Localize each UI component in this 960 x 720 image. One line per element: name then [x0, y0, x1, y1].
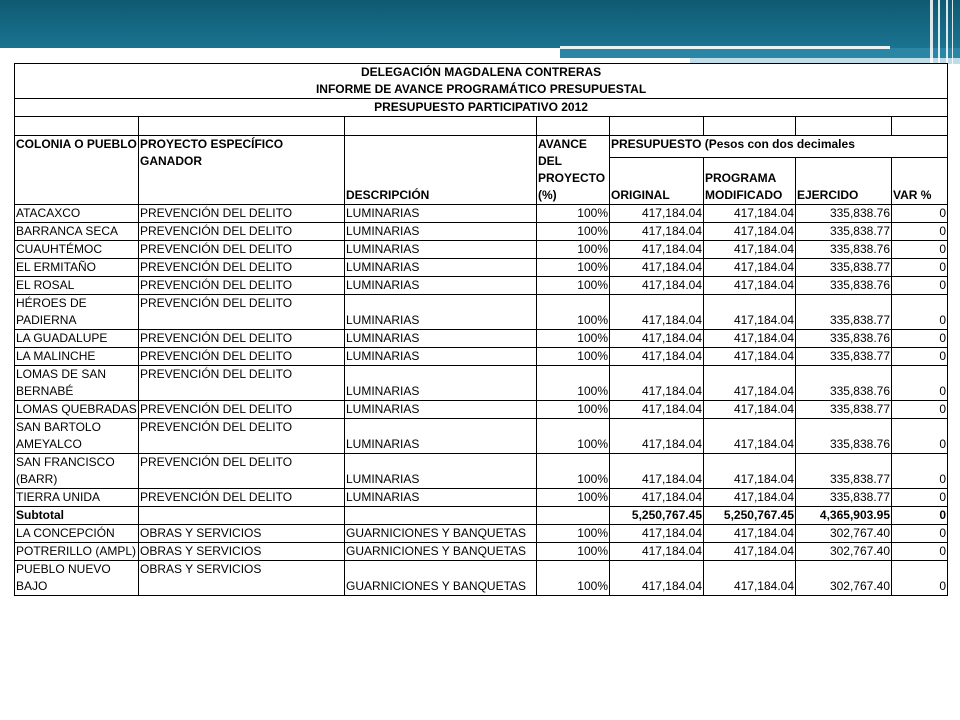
report-title-line2: INFORME DE AVANCE PROGRAMÁTICO PRESUPUESTAL [315, 82, 647, 96]
var-cell: 0 [892, 223, 948, 241]
modificado-cell: 417,184.04 [704, 489, 796, 507]
descripcion-cell: GUARNICIONES Y BANQUETAS [345, 525, 537, 543]
original-cell: 417,184.04 [610, 419, 704, 454]
var-cell: 0 [892, 295, 948, 330]
modificado-cell: 417,184.04 [704, 259, 796, 277]
avance-cell: 100% [537, 277, 610, 295]
header-row-1 [15, 136, 948, 158]
modificado-cell: 417,184.04 [704, 330, 796, 348]
ejercido-cell: 302,767.40 [796, 525, 892, 543]
original-cell: 417,184.04 [610, 454, 704, 489]
report-title-line1: DELEGACIÓN MAGDALENA CONTRERAS [360, 65, 602, 79]
var-cell: 0 [892, 330, 948, 348]
proyecto-cell: OBRAS Y SERVICIOS [139, 561, 345, 596]
report-table [14, 63, 948, 596]
header-original: ORIGINAL [610, 158, 704, 205]
avance-cell: 100% [537, 223, 610, 241]
ejercido-cell: 335,838.76 [796, 205, 892, 223]
report-title-line3: PRESUPUESTO PARTICIPATIVO 2012 [15, 99, 948, 117]
proyecto-cell: PREVENCIÓN DEL DELITO [139, 241, 345, 259]
avance-cell: 100% [537, 543, 610, 561]
var-cell: 0 [892, 525, 948, 543]
modificado-cell: 417,184.04 [704, 348, 796, 366]
proyecto-cell: PREVENCIÓN DEL DELITO [139, 295, 345, 330]
modificado-cell: 417,184.04 [704, 277, 796, 295]
subtotal-original: 5,250,767.45 [610, 507, 704, 525]
header-presupuesto: PRESUPUESTO (Pesos con dos decimales [610, 136, 948, 158]
avance-cell: 100% [537, 454, 610, 489]
descripcion-cell: LUMINARIAS [345, 419, 537, 454]
modificado-cell: 417,184.04 [704, 366, 796, 401]
proyecto-cell: PREVENCIÓN DEL DELITO [139, 454, 345, 489]
colonia-cell: EL ROSAL [15, 277, 139, 295]
header-descripcion: DESCRIPCIÓN [345, 136, 537, 205]
table-row [15, 401, 948, 419]
var-cell: 0 [892, 561, 948, 596]
table-row [15, 489, 948, 507]
avance-cell: 100% [537, 561, 610, 596]
ejercido-cell: 335,838.77 [796, 223, 892, 241]
original-cell: 417,184.04 [610, 295, 704, 330]
var-cell: 0 [892, 205, 948, 223]
avance-cell: 100% [537, 419, 610, 454]
var-cell: 0 [892, 277, 948, 295]
table-row [15, 277, 948, 295]
ejercido-cell: 335,838.77 [796, 259, 892, 277]
original-cell: 417,184.04 [610, 241, 704, 259]
accent-bar [560, 48, 960, 58]
avance-cell: 100% [537, 259, 610, 277]
colonia-cell: PUEBLO NUEVO BAJO [15, 561, 139, 596]
ejercido-cell: 335,838.76 [796, 277, 892, 295]
header-colonia: COLONIA O PUEBLO [15, 136, 139, 205]
table-row [15, 241, 948, 259]
descripcion-cell: LUMINARIAS [345, 277, 537, 295]
avance-cell: 100% [537, 401, 610, 419]
avance-cell: 100% [537, 241, 610, 259]
original-cell: 417,184.04 [610, 525, 704, 543]
table-row [15, 259, 948, 277]
empty-cell [345, 507, 537, 525]
subtotal-var: 0 [892, 507, 948, 525]
proyecto-cell: PREVENCIÓN DEL DELITO [139, 489, 345, 507]
proyecto-cell: PREVENCIÓN DEL DELITO [139, 223, 345, 241]
proyecto-cell: PREVENCIÓN DEL DELITO [139, 259, 345, 277]
original-cell: 417,184.04 [610, 489, 704, 507]
subtotal-row [15, 507, 948, 525]
descripcion-cell: LUMINARIAS [345, 241, 537, 259]
subtitle-row [15, 99, 948, 117]
avance-cell: 100% [537, 330, 610, 348]
var-cell: 0 [892, 489, 948, 507]
original-cell: 417,184.04 [610, 205, 704, 223]
descripcion-cell: LUMINARIAS [345, 366, 537, 401]
modificado-cell: 417,184.04 [704, 205, 796, 223]
spacer-row [15, 117, 948, 136]
proyecto-cell: PREVENCIÓN DEL DELITO [139, 401, 345, 419]
modificado-cell: 417,184.04 [704, 543, 796, 561]
avance-cell: 100% [537, 525, 610, 543]
descripcion-cell: LUMINARIAS [345, 401, 537, 419]
title-row [15, 64, 948, 99]
colonia-cell: ATACAXCO [15, 205, 139, 223]
table-row [15, 348, 948, 366]
table-row [15, 561, 948, 596]
colonia-cell: LA CONCEPCIÓN [15, 525, 139, 543]
colonia-cell: LA GUADALUPE [15, 330, 139, 348]
header-ejercido: EJERCIDO [796, 158, 892, 205]
descripcion-cell: LUMINARIAS [345, 295, 537, 330]
ejercido-cell: 335,838.76 [796, 366, 892, 401]
avance-cell: 100% [537, 489, 610, 507]
modificado-cell: 417,184.04 [704, 561, 796, 596]
avance-cell: 100% [537, 366, 610, 401]
descripcion-cell: LUMINARIAS [345, 454, 537, 489]
subtotal-ejercido: 4,365,903.95 [796, 507, 892, 525]
original-cell: 417,184.04 [610, 277, 704, 295]
ejercido-cell: 335,838.77 [796, 295, 892, 330]
var-cell: 0 [892, 454, 948, 489]
header-modificado: PROGRAMA MODIFICADO [704, 158, 796, 205]
var-cell: 0 [892, 348, 948, 366]
original-cell: 417,184.04 [610, 330, 704, 348]
modificado-cell: 417,184.04 [704, 525, 796, 543]
table-row [15, 525, 948, 543]
colonia-cell: SAN BARTOLO AMEYALCO [15, 419, 139, 454]
ejercido-cell: 335,838.76 [796, 330, 892, 348]
descripcion-cell: LUMINARIAS [345, 205, 537, 223]
var-cell: 0 [892, 419, 948, 454]
table-row [15, 223, 948, 241]
original-cell: 417,184.04 [610, 366, 704, 401]
avance-cell: 100% [537, 348, 610, 366]
colonia-cell: BARRANCA SECA [15, 223, 139, 241]
var-cell: 0 [892, 259, 948, 277]
proyecto-cell: PREVENCIÓN DEL DELITO [139, 277, 345, 295]
colonia-cell: SAN FRANCISCO (BARR) [15, 454, 139, 489]
table-row [15, 295, 948, 330]
original-cell: 417,184.04 [610, 401, 704, 419]
proyecto-cell: OBRAS Y SERVICIOS [139, 543, 345, 561]
descripcion-cell: LUMINARIAS [345, 348, 537, 366]
descripcion-cell: GUARNICIONES Y BANQUETAS [345, 561, 537, 596]
table-row [15, 419, 948, 454]
avance-cell: 100% [537, 295, 610, 330]
header-proyecto: PROYECTO ESPECÍFICO GANADOR [139, 136, 345, 205]
colonia-cell: TIERRA UNIDA [15, 489, 139, 507]
descripcion-cell: LUMINARIAS [345, 489, 537, 507]
var-cell: 0 [892, 366, 948, 401]
modificado-cell: 417,184.04 [704, 295, 796, 330]
ejercido-cell: 335,838.76 [796, 419, 892, 454]
ejercido-cell: 335,838.77 [796, 348, 892, 366]
descripcion-cell: LUMINARIAS [345, 330, 537, 348]
ejercido-cell: 302,767.40 [796, 561, 892, 596]
colonia-cell: POTRERILLO (AMPL) [15, 543, 139, 561]
proyecto-cell: PREVENCIÓN DEL DELITO [139, 205, 345, 223]
modificado-cell: 417,184.04 [704, 401, 796, 419]
modificado-cell: 417,184.04 [704, 419, 796, 454]
table-row [15, 205, 948, 223]
modificado-cell: 417,184.04 [704, 454, 796, 489]
accent-line [560, 46, 890, 49]
empty-cell [139, 507, 345, 525]
colonia-cell: HÉROES DE PADIERNA [15, 295, 139, 330]
header-var: VAR % [892, 158, 948, 205]
header-avance: AVANCE DEL PROYECTO (%) [537, 136, 610, 205]
original-cell: 417,184.04 [610, 348, 704, 366]
ejercido-cell: 335,838.77 [796, 401, 892, 419]
top-banner [0, 0, 960, 48]
original-cell: 417,184.04 [610, 543, 704, 561]
original-cell: 417,184.04 [610, 561, 704, 596]
decorative-line [952, 0, 953, 720]
report-table-container [14, 63, 947, 596]
table-row [15, 543, 948, 561]
proyecto-cell: PREVENCIÓN DEL DELITO [139, 348, 345, 366]
descripcion-cell: LUMINARIAS [345, 259, 537, 277]
colonia-cell: LOMAS QUEBRADAS [15, 401, 139, 419]
colonia-cell: EL ERMITAÑO [15, 259, 139, 277]
subtotal-label: Subtotal [15, 507, 139, 525]
table-row [15, 454, 948, 489]
var-cell: 0 [892, 241, 948, 259]
var-cell: 0 [892, 543, 948, 561]
subtotal-modificado: 5,250,767.45 [704, 507, 796, 525]
descripcion-cell: LUMINARIAS [345, 223, 537, 241]
descripcion-cell: GUARNICIONES Y BANQUETAS [345, 543, 537, 561]
var-cell: 0 [892, 401, 948, 419]
avance-cell: 100% [537, 205, 610, 223]
ejercido-cell: 302,767.40 [796, 543, 892, 561]
colonia-cell: LA MALINCHE [15, 348, 139, 366]
proyecto-cell: PREVENCIÓN DEL DELITO [139, 330, 345, 348]
original-cell: 417,184.04 [610, 223, 704, 241]
empty-cell [537, 507, 610, 525]
table-row [15, 330, 948, 348]
ejercido-cell: 335,838.77 [796, 489, 892, 507]
modificado-cell: 417,184.04 [704, 241, 796, 259]
original-cell: 417,184.04 [610, 259, 704, 277]
table-row [15, 366, 948, 401]
colonia-cell: CUAUHTÉMOC [15, 241, 139, 259]
modificado-cell: 417,184.04 [704, 223, 796, 241]
ejercido-cell: 335,838.76 [796, 241, 892, 259]
colonia-cell: LOMAS DE SAN BERNABÉ [15, 366, 139, 401]
proyecto-cell: OBRAS Y SERVICIOS [139, 525, 345, 543]
ejercido-cell: 335,838.77 [796, 454, 892, 489]
proyecto-cell: PREVENCIÓN DEL DELITO [139, 366, 345, 401]
proyecto-cell: PREVENCIÓN DEL DELITO [139, 419, 345, 454]
